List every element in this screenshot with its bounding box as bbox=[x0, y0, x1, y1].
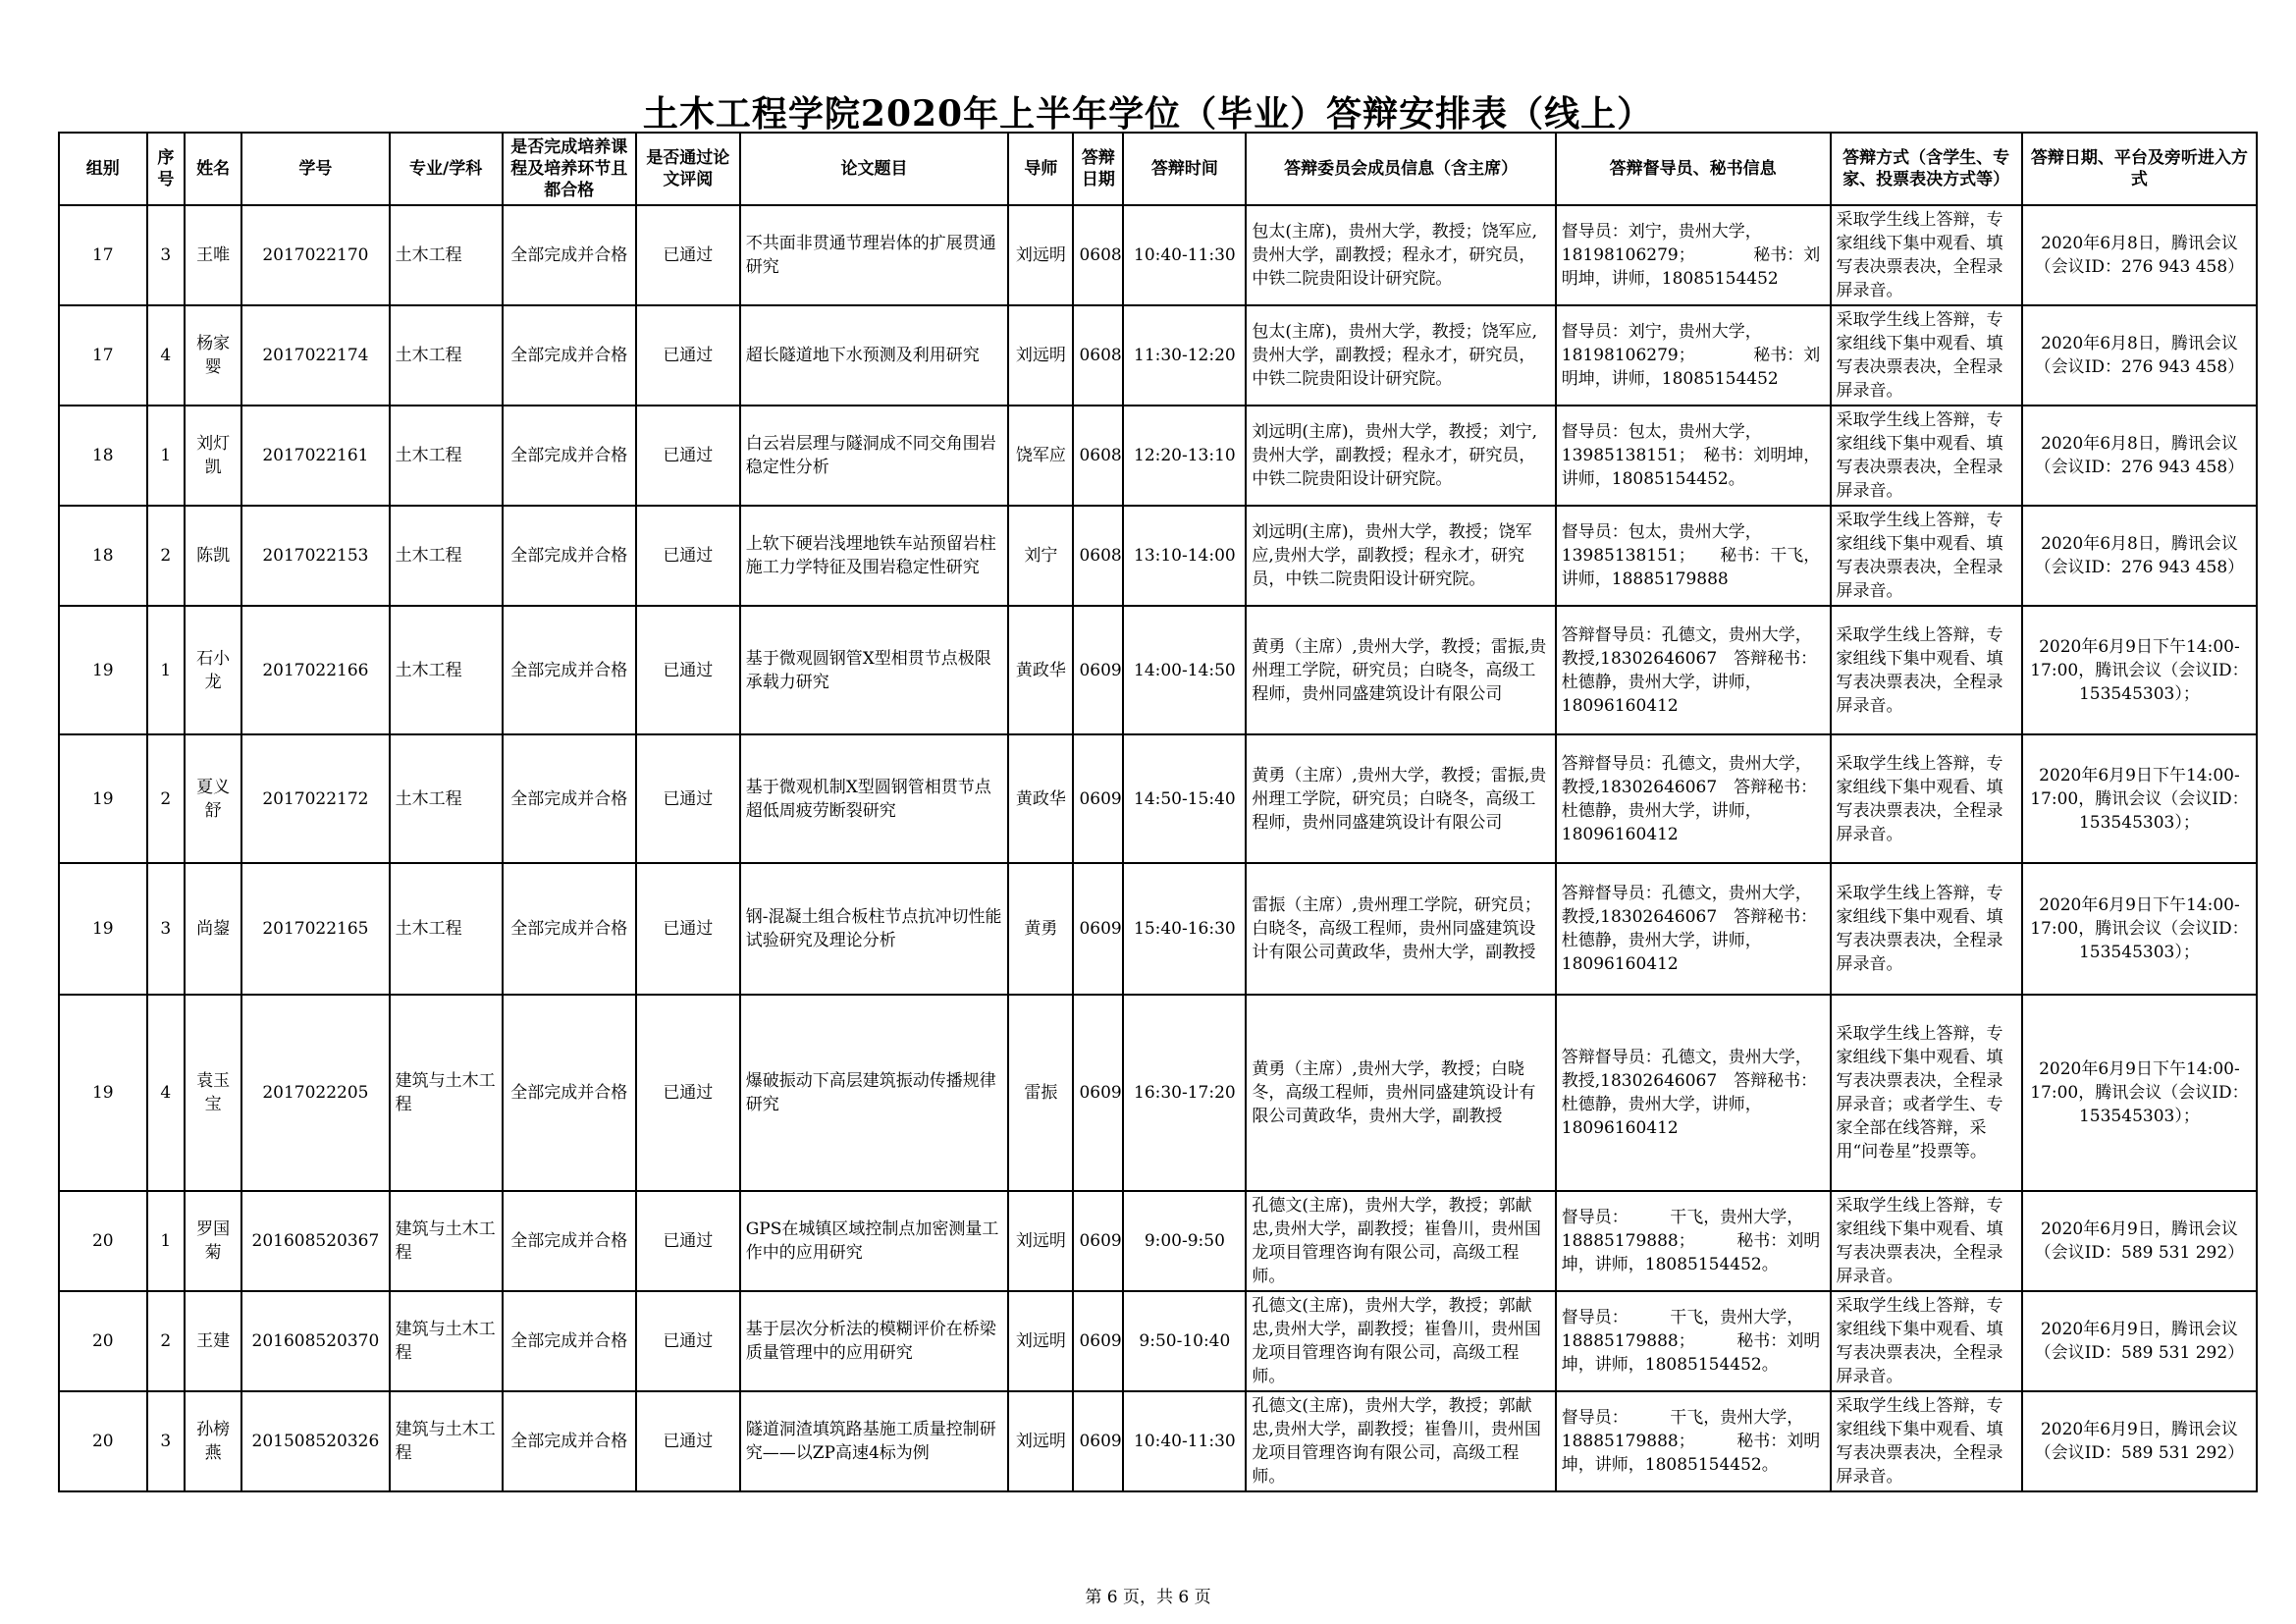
table-row bbox=[59, 305, 2257, 406]
cell-review: 已通过 bbox=[636, 1291, 740, 1391]
cell-completed: 全部完成并合格 bbox=[503, 606, 636, 734]
cell-major: 土木工程 bbox=[390, 305, 503, 406]
col-header: 答辩督导员、秘书信息 bbox=[1556, 133, 1831, 205]
cell-committee: 孔德文(主席)，贵州大学，教授；郭献忠,贵州大学，副教授；崔鲁川，贵州国龙项目管理咨询有限公司，高级工程师。 bbox=[1246, 1391, 1555, 1491]
cell-review: 已通过 bbox=[636, 734, 740, 863]
cell-platform: 2020年6月9日，腾讯会议（会议ID：589 531 292） bbox=[2022, 1291, 2257, 1391]
cell-completed: 全部完成并合格 bbox=[503, 995, 636, 1191]
cell-supervisor: 督导员：刘宁，贵州大学，18198106279； 秘书：刘明坤，讲师，18085154452 bbox=[1556, 305, 1831, 406]
cell-id: 2017022170 bbox=[241, 205, 390, 305]
cell-major: 土木工程 bbox=[390, 734, 503, 863]
cell-completed: 全部完成并合格 bbox=[503, 1291, 636, 1391]
cell-seq: 3 bbox=[147, 1391, 186, 1491]
table-row bbox=[59, 406, 2257, 506]
cell-thesis: 基于层次分析法的模糊评价在桥梁质量管理中的应用研究 bbox=[740, 1291, 1009, 1391]
cell-completed: 全部完成并合格 bbox=[503, 863, 636, 995]
cell-supervisor: 答辩督导员：孔德文，贵州大学，教授,18302646067 答辩秘书：杜德静，贵州大学，讲师，18096160412 bbox=[1556, 606, 1831, 734]
cell-advisor: 雷振 bbox=[1008, 995, 1073, 1191]
col-header: 答辩时间 bbox=[1123, 133, 1246, 205]
cell-id: 2017022174 bbox=[241, 305, 390, 406]
cell-method: 采取学生线上答辩，专家组线下集中观看、填写表决票表决，全程录屏录音。 bbox=[1831, 506, 2022, 606]
cell-review: 已通过 bbox=[636, 606, 740, 734]
cell-seq: 4 bbox=[147, 305, 186, 406]
cell-name: 孙榜燕 bbox=[185, 1391, 241, 1491]
cell-date: 0609 bbox=[1073, 1391, 1123, 1491]
cell-group: 17 bbox=[59, 205, 147, 305]
cell-group: 19 bbox=[59, 606, 147, 734]
cell-review: 已通过 bbox=[636, 506, 740, 606]
cell-completed: 全部完成并合格 bbox=[503, 1391, 636, 1491]
table-row bbox=[59, 863, 2257, 995]
cell-thesis: 白云岩层理与隧洞成不同交角围岩稳定性分析 bbox=[740, 406, 1009, 506]
cell-date: 0609 bbox=[1073, 1191, 1123, 1291]
col-header: 答辩日期、平台及旁听进入方式 bbox=[2022, 133, 2257, 205]
cell-thesis: 超长隧道地下水预测及利用研究 bbox=[740, 305, 1009, 406]
cell-major: 土木工程 bbox=[390, 406, 503, 506]
cell-platform: 2020年6月8日，腾讯会议（会议ID：276 943 458） bbox=[2022, 406, 2257, 506]
col-header: 序号 bbox=[147, 133, 186, 205]
cell-advisor: 刘远明 bbox=[1008, 1391, 1073, 1491]
cell-review: 已通过 bbox=[636, 995, 740, 1191]
cell-id: 2017022172 bbox=[241, 734, 390, 863]
cell-time: 12:20-13:10 bbox=[1123, 406, 1246, 506]
table-row bbox=[59, 995, 2257, 1191]
col-header: 姓名 bbox=[185, 133, 241, 205]
cell-platform: 2020年6月9日下午14:00-17:00，腾讯会议（会议ID：153545303）； bbox=[2022, 863, 2257, 995]
cell-name: 石小龙 bbox=[185, 606, 241, 734]
table-row bbox=[59, 1391, 2257, 1491]
cell-thesis: 基于微观圆钢管X型相贯节点极限承载力研究 bbox=[740, 606, 1009, 734]
cell-name: 王建 bbox=[185, 1291, 241, 1391]
cell-name: 杨家婴 bbox=[185, 305, 241, 406]
cell-advisor: 黄勇 bbox=[1008, 863, 1073, 995]
cell-committee: 孔德文(主席)，贵州大学，教授；郭献忠,贵州大学，副教授；崔鲁川，贵州国龙项目管理咨询有限公司，高级工程师。 bbox=[1246, 1291, 1555, 1391]
cell-platform: 2020年6月9日，腾讯会议（会议ID：589 531 292） bbox=[2022, 1391, 2257, 1491]
cell-completed: 全部完成并合格 bbox=[503, 205, 636, 305]
table-row bbox=[59, 1291, 2257, 1391]
cell-completed: 全部完成并合格 bbox=[503, 305, 636, 406]
cell-platform: 2020年6月8日，腾讯会议（会议ID：276 943 458） bbox=[2022, 506, 2257, 606]
cell-group: 20 bbox=[59, 1391, 147, 1491]
cell-id: 2017022205 bbox=[241, 995, 390, 1191]
cell-time: 16:30-17:20 bbox=[1123, 995, 1246, 1191]
cell-committee: 黄勇（主席）,贵州大学，教授；雷振,贵州理工学院，研究员；白晓冬，高级工程师，贵州同盛建筑设计有限公司 bbox=[1246, 734, 1555, 863]
cell-review: 已通过 bbox=[636, 1191, 740, 1291]
cell-advisor: 黄政华 bbox=[1008, 606, 1073, 734]
cell-method: 采取学生线上答辩，专家组线下集中观看、填写表决票表决，全程录屏录音。 bbox=[1831, 406, 2022, 506]
cell-date: 0609 bbox=[1073, 734, 1123, 863]
cell-advisor: 刘远明 bbox=[1008, 205, 1073, 305]
col-header: 是否完成培养课程及培养环节且都合格 bbox=[503, 133, 636, 205]
cell-id: 2017022165 bbox=[241, 863, 390, 995]
cell-committee: 雷振（主席）,贵州理工学院，研究员；白晓冬，高级工程师，贵州同盛建筑设计有限公司黄政华，贵州大学，副教授 bbox=[1246, 863, 1555, 995]
col-header: 答辩委员会成员信息（含主席） bbox=[1246, 133, 1555, 205]
cell-seq: 2 bbox=[147, 506, 186, 606]
table-row bbox=[59, 606, 2257, 734]
cell-major: 建筑与土木工程 bbox=[390, 1191, 503, 1291]
cell-advisor: 刘远明 bbox=[1008, 305, 1073, 406]
cell-id: 2017022153 bbox=[241, 506, 390, 606]
cell-date: 0608 bbox=[1073, 205, 1123, 305]
cell-method: 采取学生线上答辩，专家组线下集中观看、填写表决票表决，全程录屏录音。 bbox=[1831, 734, 2022, 863]
cell-date: 0608 bbox=[1073, 506, 1123, 606]
cell-major: 土木工程 bbox=[390, 863, 503, 995]
cell-platform: 2020年6月9日下午14:00-17:00，腾讯会议（会议ID：153545303）； bbox=[2022, 606, 2257, 734]
cell-time: 14:00-14:50 bbox=[1123, 606, 1246, 734]
table-header-row bbox=[59, 133, 2257, 205]
col-header: 导师 bbox=[1008, 133, 1073, 205]
table-row bbox=[59, 734, 2257, 863]
cell-id: 201508520326 bbox=[241, 1391, 390, 1491]
cell-seq: 3 bbox=[147, 863, 186, 995]
cell-thesis: 爆破振动下高层建筑振动传播规律研究 bbox=[740, 995, 1009, 1191]
cell-seq: 1 bbox=[147, 606, 186, 734]
page-footer: 第 6 页，共 6 页 bbox=[1085, 1588, 1211, 1607]
cell-id: 201608520370 bbox=[241, 1291, 390, 1391]
cell-completed: 全部完成并合格 bbox=[503, 406, 636, 506]
cell-major: 建筑与土木工程 bbox=[390, 1291, 503, 1391]
cell-thesis: 基于微观机制X型圆钢管相贯节点超低周疲劳断裂研究 bbox=[740, 734, 1009, 863]
cell-completed: 全部完成并合格 bbox=[503, 506, 636, 606]
cell-committee: 包太(主席)，贵州大学，教授；饶军应,贵州大学，副教授；程永才，研究员，中铁二院贵阳设计研究院。 bbox=[1246, 205, 1555, 305]
cell-advisor: 刘远明 bbox=[1008, 1191, 1073, 1291]
cell-supervisor: 答辩督导员：孔德文，贵州大学，教授,18302646067 答辩秘书：杜德静，贵州大学，讲师，18096160412 bbox=[1556, 995, 1831, 1191]
cell-method: 采取学生线上答辩，专家组线下集中观看、填写表决票表决，全程录屏录音；或者学生、专家全部在线答辩，采用“问卷星”投票等。 bbox=[1831, 995, 2022, 1191]
cell-name: 袁玉宝 bbox=[185, 995, 241, 1191]
cell-supervisor: 督导员： 干飞，贵州大学，18885179888； 秘书：刘明坤，讲师，18085154452。 bbox=[1556, 1391, 1831, 1491]
cell-major: 建筑与土木工程 bbox=[390, 995, 503, 1191]
cell-seq: 2 bbox=[147, 1291, 186, 1391]
cell-method: 采取学生线上答辩，专家组线下集中观看、填写表决票表决，全程录屏录音。 bbox=[1831, 863, 2022, 995]
cell-supervisor: 督导员： 干飞，贵州大学，18885179888； 秘书：刘明坤，讲师，18085154452。 bbox=[1556, 1291, 1831, 1391]
defense-schedule-table bbox=[58, 132, 2258, 1492]
cell-group: 19 bbox=[59, 863, 147, 995]
cell-name: 尚鋆 bbox=[185, 863, 241, 995]
cell-group: 20 bbox=[59, 1291, 147, 1391]
cell-thesis: GPS在城镇区域控制点加密测量工作中的应用研究 bbox=[740, 1191, 1009, 1291]
cell-group: 18 bbox=[59, 406, 147, 506]
cell-time: 9:00-9:50 bbox=[1123, 1191, 1246, 1291]
cell-name: 夏义舒 bbox=[185, 734, 241, 863]
cell-major: 土木工程 bbox=[390, 506, 503, 606]
cell-date: 0608 bbox=[1073, 406, 1123, 506]
cell-supervisor: 督导员：包太，贵州大学，13985138151； 秘书：刘明坤，讲师，18085154452。 bbox=[1556, 406, 1831, 506]
cell-date: 0609 bbox=[1073, 606, 1123, 734]
cell-platform: 2020年6月9日下午14:00-17:00，腾讯会议（会议ID：153545303）； bbox=[2022, 995, 2257, 1191]
cell-group: 20 bbox=[59, 1191, 147, 1291]
cell-group: 19 bbox=[59, 995, 147, 1191]
cell-advisor: 黄政华 bbox=[1008, 734, 1073, 863]
cell-name: 陈凯 bbox=[185, 506, 241, 606]
cell-advisor: 刘宁 bbox=[1008, 506, 1073, 606]
cell-committee: 孔德文(主席)，贵州大学，教授；郭献忠,贵州大学，副教授；崔鲁川，贵州国龙项目管理咨询有限公司，高级工程师。 bbox=[1246, 1191, 1555, 1291]
cell-committee: 黄勇（主席）,贵州大学，教授；雷振,贵州理工学院，研究员；白晓冬，高级工程师，贵州同盛建筑设计有限公司 bbox=[1246, 606, 1555, 734]
cell-thesis: 不共面非贯通节理岩体的扩展贯通研究 bbox=[740, 205, 1009, 305]
cell-supervisor: 答辩督导员：孔德文，贵州大学，教授,18302646067 答辩秘书：杜德静，贵州大学，讲师，18096160412 bbox=[1556, 863, 1831, 995]
col-header: 组别 bbox=[59, 133, 147, 205]
table-row bbox=[59, 506, 2257, 606]
cell-platform: 2020年6月8日，腾讯会议（会议ID：276 943 458） bbox=[2022, 305, 2257, 406]
cell-time: 10:40-11:30 bbox=[1123, 1391, 1246, 1491]
cell-committee: 包太(主席)，贵州大学，教授；饶军应,贵州大学，副教授；程永才，研究员，中铁二院贵阳设计研究院。 bbox=[1246, 305, 1555, 406]
table-row bbox=[59, 205, 2257, 305]
cell-time: 14:50-15:40 bbox=[1123, 734, 1246, 863]
col-header: 答辩日期 bbox=[1073, 133, 1123, 205]
cell-review: 已通过 bbox=[636, 406, 740, 506]
cell-seq: 2 bbox=[147, 734, 186, 863]
cell-platform: 2020年6月9日下午14:00-17:00，腾讯会议（会议ID：153545303）； bbox=[2022, 734, 2257, 863]
page-title: 土木工程学院2020年上半年学位（毕业）答辩安排表（线上） bbox=[642, 93, 1654, 135]
cell-seq: 3 bbox=[147, 205, 186, 305]
col-header: 论文题目 bbox=[740, 133, 1009, 205]
cell-advisor: 刘远明 bbox=[1008, 1291, 1073, 1391]
cell-supervisor: 答辩督导员：孔德文，贵州大学，教授,18302646067 答辩秘书：杜德静，贵州大学，讲师，18096160412 bbox=[1556, 734, 1831, 863]
cell-group: 17 bbox=[59, 305, 147, 406]
cell-name: 刘灯凯 bbox=[185, 406, 241, 506]
cell-review: 已通过 bbox=[636, 305, 740, 406]
cell-seq: 1 bbox=[147, 406, 186, 506]
cell-platform: 2020年6月9日，腾讯会议（会议ID：589 531 292） bbox=[2022, 1191, 2257, 1291]
cell-id: 201608520367 bbox=[241, 1191, 390, 1291]
cell-id: 2017022166 bbox=[241, 606, 390, 734]
cell-committee: 刘远明(主席)，贵州大学，教授；刘宁,贵州大学，副教授；程永才，研究员，中铁二院贵阳设计研究院。 bbox=[1246, 406, 1555, 506]
col-header: 是否通过论文评阅 bbox=[636, 133, 740, 205]
cell-method: 采取学生线上答辩，专家组线下集中观看、填写表决票表决，全程录屏录音。 bbox=[1831, 205, 2022, 305]
cell-date: 0609 bbox=[1073, 1291, 1123, 1391]
cell-time: 15:40-16:30 bbox=[1123, 863, 1246, 995]
cell-name: 王唯 bbox=[185, 205, 241, 305]
cell-review: 已通过 bbox=[636, 205, 740, 305]
cell-review: 已通过 bbox=[636, 1391, 740, 1491]
cell-seq: 1 bbox=[147, 1191, 186, 1291]
col-header: 专业/学科 bbox=[390, 133, 503, 205]
cell-date: 0609 bbox=[1073, 995, 1123, 1191]
col-header: 答辩方式（含学生、专家、投票表决方式等） bbox=[1831, 133, 2022, 205]
cell-major: 土木工程 bbox=[390, 606, 503, 734]
cell-seq: 4 bbox=[147, 995, 186, 1191]
cell-group: 19 bbox=[59, 734, 147, 863]
cell-committee: 黄勇（主席）,贵州大学，教授；白晓冬，高级工程师，贵州同盛建筑设计有限公司黄政华，贵州大学，副教授 bbox=[1246, 995, 1555, 1191]
cell-time: 11:30-12:20 bbox=[1123, 305, 1246, 406]
cell-supervisor: 督导员：刘宁，贵州大学，18198106279； 秘书：刘明坤，讲师，18085154452 bbox=[1556, 205, 1831, 305]
cell-method: 采取学生线上答辩，专家组线下集中观看、填写表决票表决，全程录屏录音。 bbox=[1831, 1191, 2022, 1291]
cell-thesis: 上软下硬岩浅埋地铁车站预留岩柱施工力学特征及围岩稳定性研究 bbox=[740, 506, 1009, 606]
col-header: 学号 bbox=[241, 133, 390, 205]
cell-thesis: 钢-混凝土组合板柱节点抗冲切性能试验研究及理论分析 bbox=[740, 863, 1009, 995]
cell-major: 土木工程 bbox=[390, 205, 503, 305]
cell-group: 18 bbox=[59, 506, 147, 606]
cell-supervisor: 督导员：包太，贵州大学，13985138151； 秘书：干飞，讲师，18885179888 bbox=[1556, 506, 1831, 606]
cell-name: 罗国菊 bbox=[185, 1191, 241, 1291]
cell-completed: 全部完成并合格 bbox=[503, 734, 636, 863]
cell-major: 建筑与土木工程 bbox=[390, 1391, 503, 1491]
cell-review: 已通过 bbox=[636, 863, 740, 995]
cell-committee: 刘远明(主席)，贵州大学，教授；饶军应,贵州大学，副教授；程永才，研究员，中铁二院贵阳设计研究院。 bbox=[1246, 506, 1555, 606]
cell-supervisor: 督导员： 干飞，贵州大学，18885179888； 秘书：刘明坤，讲师，18085154452。 bbox=[1556, 1191, 1831, 1291]
cell-platform: 2020年6月8日，腾讯会议（会议ID：276 943 458） bbox=[2022, 205, 2257, 305]
cell-id: 2017022161 bbox=[241, 406, 390, 506]
cell-thesis: 隧道洞渣填筑路基施工质量控制研究——以ZP高速4标为例 bbox=[740, 1391, 1009, 1491]
cell-method: 采取学生线上答辩，专家组线下集中观看、填写表决票表决，全程录屏录音。 bbox=[1831, 1391, 2022, 1491]
table-row bbox=[59, 1191, 2257, 1291]
cell-time: 10:40-11:30 bbox=[1123, 205, 1246, 305]
cell-completed: 全部完成并合格 bbox=[503, 1191, 636, 1291]
cell-date: 0608 bbox=[1073, 305, 1123, 406]
cell-time: 13:10-14:00 bbox=[1123, 506, 1246, 606]
cell-method: 采取学生线上答辩，专家组线下集中观看、填写表决票表决，全程录屏录音。 bbox=[1831, 606, 2022, 734]
cell-method: 采取学生线上答辩，专家组线下集中观看、填写表决票表决，全程录屏录音。 bbox=[1831, 1291, 2022, 1391]
cell-time: 9:50-10:40 bbox=[1123, 1291, 1246, 1391]
cell-advisor: 饶军应 bbox=[1008, 406, 1073, 506]
cell-method: 采取学生线上答辩，专家组线下集中观看、填写表决票表决，全程录屏录音。 bbox=[1831, 305, 2022, 406]
cell-date: 0609 bbox=[1073, 863, 1123, 995]
